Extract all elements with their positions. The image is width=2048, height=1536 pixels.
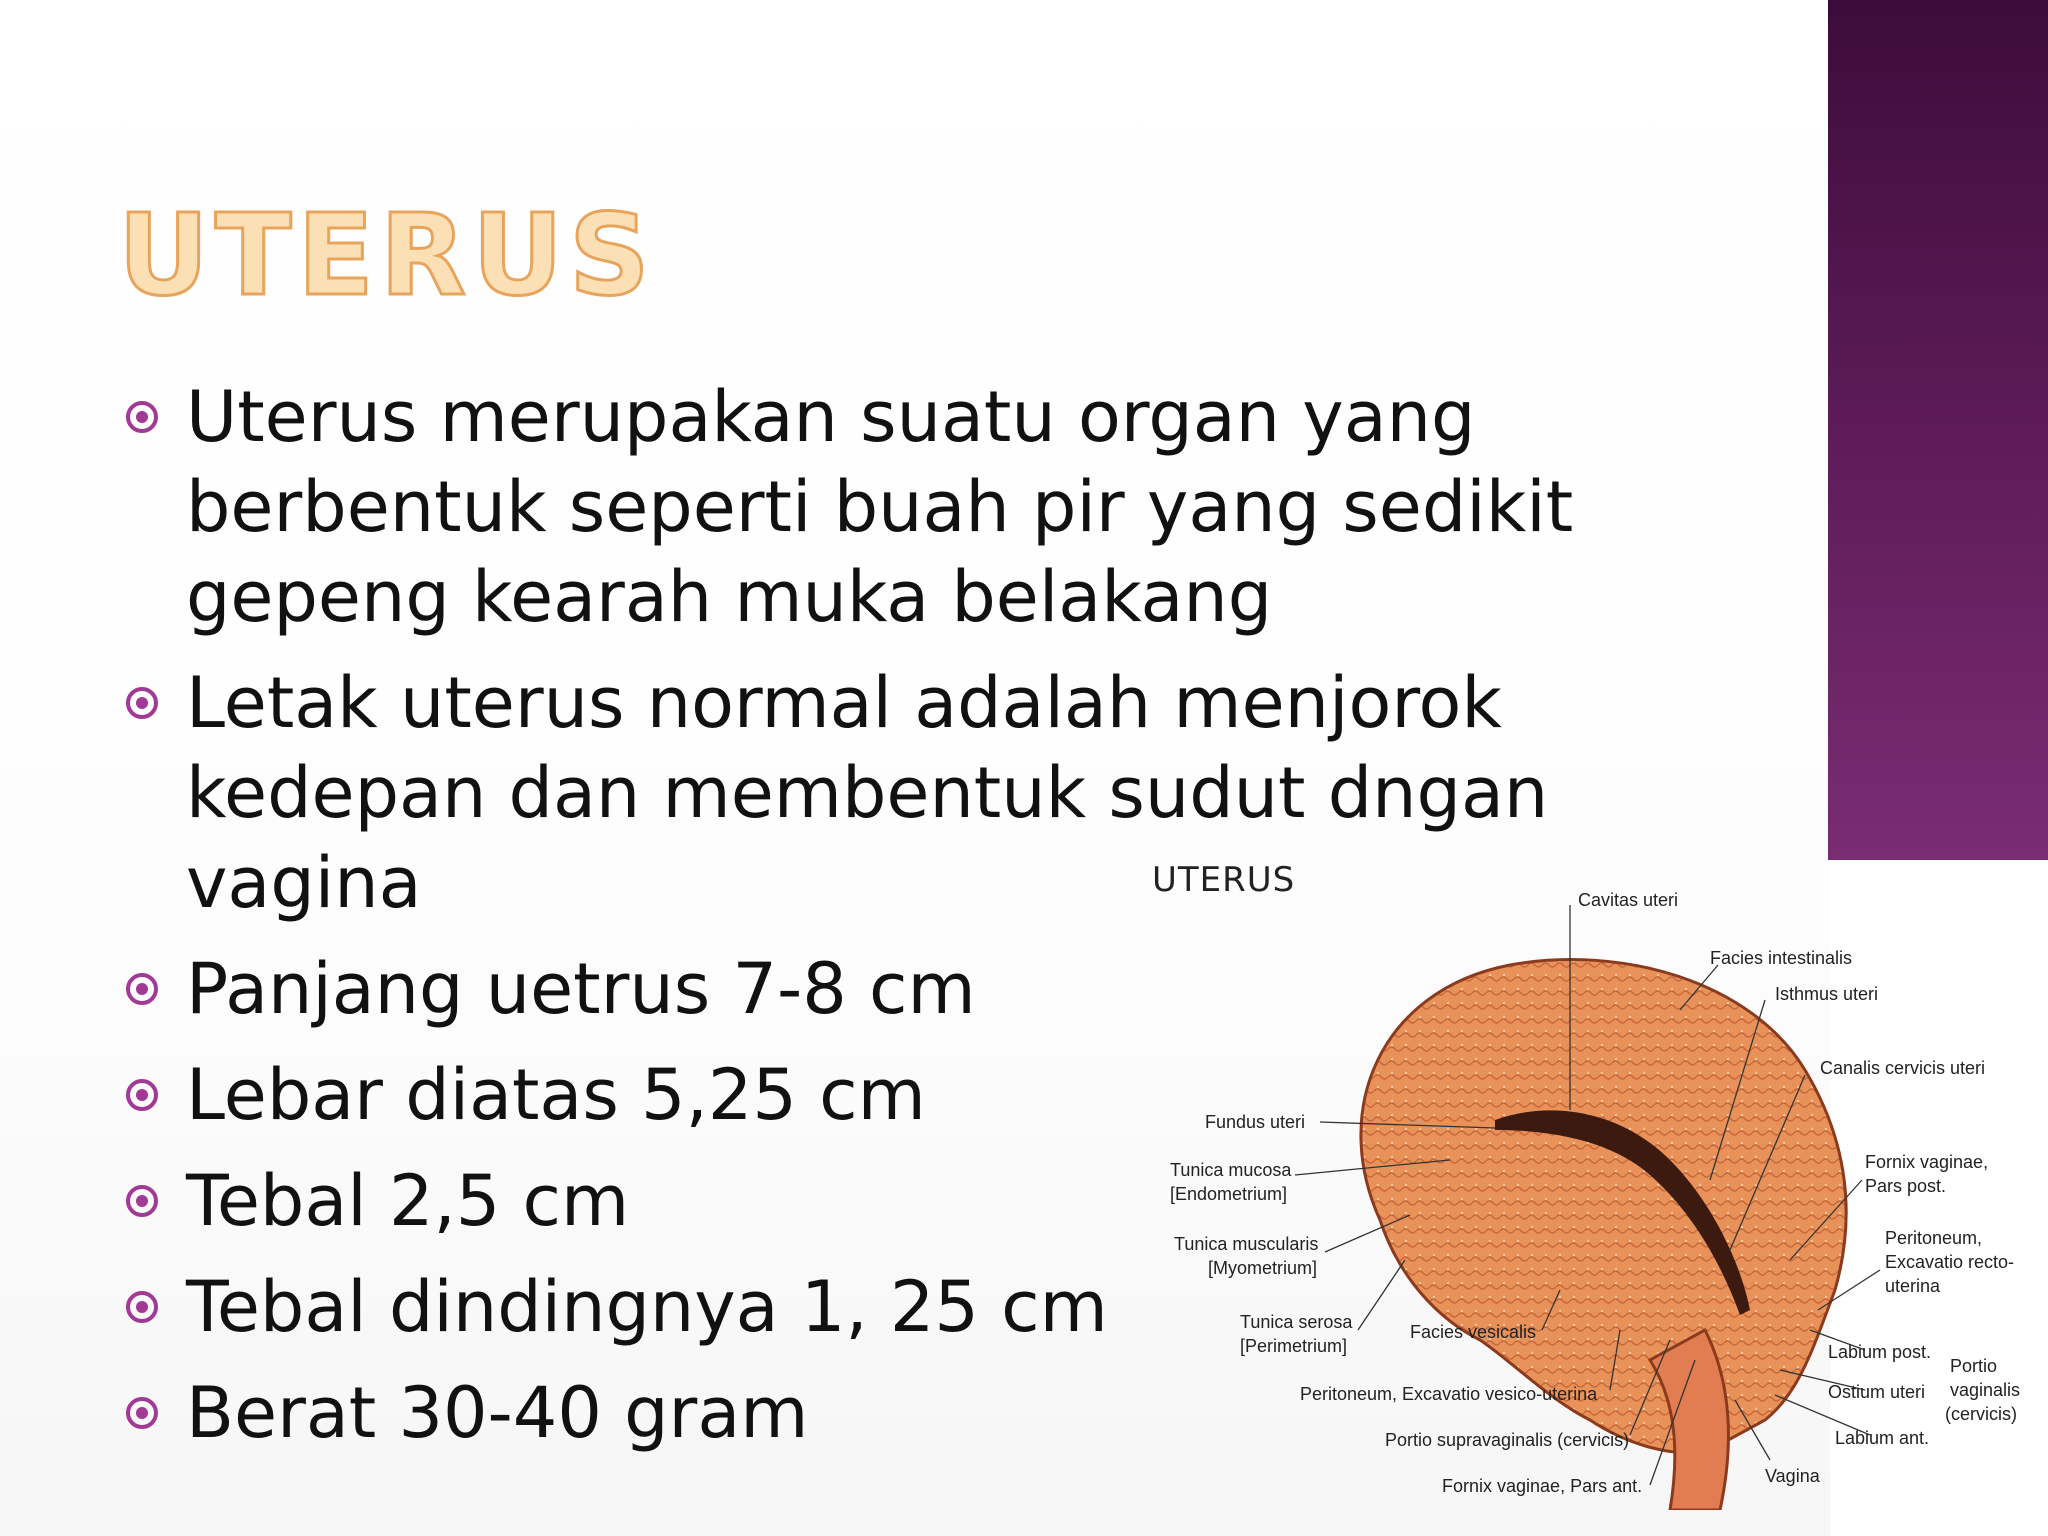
label-perimetrium: [Perimetrium] — [1240, 1336, 1348, 1356]
label-peritoneum-recto-3: uterina — [1885, 1276, 1941, 1296]
bullet-circle-icon — [126, 401, 158, 433]
label-labium-ant: Labium ant. — [1835, 1428, 1930, 1448]
label-endometrium: [Endometrium] — [1170, 1184, 1288, 1204]
label-fornix-post-2: Pars post. — [1865, 1176, 1947, 1196]
bullet-circle-icon — [126, 1397, 158, 1429]
label-portio-supravaginalis: Portio supravaginalis (cervicis) — [1385, 1430, 1630, 1450]
label-myometrium: [Myometrium] — [1208, 1258, 1318, 1278]
bullet-text: Panjang uetrus 7-8 cm — [186, 948, 976, 1030]
label-canalis-cervicis: Canalis cervicis uteri — [1820, 1058, 1986, 1078]
bullet-circle-icon — [126, 1079, 158, 1111]
decorative-side-bar — [1828, 0, 2048, 860]
bullet-circle-icon — [126, 1185, 158, 1217]
label-fornix-ant: Fornix vaginae, Pars ant. — [1442, 1476, 1643, 1496]
label-labium-post: Labium post. — [1828, 1342, 1932, 1362]
label-peritoneum-recto-2: Excavatio recto- — [1885, 1252, 2015, 1272]
bullet-text: Tebal dindingnya 1, 25 cm — [186, 1266, 1108, 1348]
label-facies-vesicalis: Facies vesicalis — [1410, 1322, 1537, 1342]
bullet-circle-icon — [126, 687, 158, 719]
label-fornix-post: Fornix vaginae, — [1865, 1152, 1989, 1172]
label-isthmus-uteri: Isthmus uteri — [1775, 984, 1879, 1004]
bullet-text: Uterus merupakan suatu organ yang berbentuk seperti buah pir yang sedikit gepeng kearah muka belakang — [186, 376, 1574, 638]
bullet-item — [124, 372, 1744, 642]
slide-title: UTERUS — [118, 191, 656, 321]
label-tunica-serosa: Tunica serosa — [1240, 1312, 1353, 1332]
label-ostium-uteri: Ostium uteri — [1828, 1382, 1926, 1402]
bullet-text: Tebal 2,5 cm — [186, 1160, 630, 1242]
bullet-text: Berat 30-40 gram — [186, 1372, 809, 1454]
label-portio-vaginalis: Portio — [1950, 1356, 1998, 1376]
label-cavitas-uteri: Cavitas uteri — [1578, 890, 1679, 910]
uterus-body — [1361, 960, 1846, 1453]
label-tunica-muscularis: Tunica muscularis — [1174, 1234, 1319, 1254]
bullet-circle-icon — [126, 973, 158, 1005]
bullet-text: Lebar diatas 5,25 cm — [186, 1054, 926, 1136]
label-vagina: Vagina — [1765, 1466, 1820, 1486]
label-peritoneum-recto: Peritoneum, — [1885, 1228, 1983, 1248]
label-fundus-uteri: Fundus uteri — [1205, 1112, 1306, 1132]
uterus-anatomy-figure — [1150, 860, 2028, 1510]
figure-title: UTERUS — [1152, 860, 1296, 900]
bullet-circle-icon — [126, 1291, 158, 1323]
label-facies-intestinalis: Facies intestinalis — [1710, 948, 1853, 968]
label-tunica-mucosa: Tunica mucosa — [1170, 1160, 1292, 1180]
label-peritoneum-vesico: Peritoneum, Excavatio vesico-uterina — [1300, 1384, 1598, 1404]
label-portio-vaginalis-3: (cervicis) — [1945, 1404, 2017, 1424]
bullet-text: Letak uterus normal adalah menjorok kedepan dan membentuk sudut dngan vagina — [186, 662, 1549, 924]
label-portio-vaginalis-2: vaginalis — [1950, 1380, 2021, 1400]
